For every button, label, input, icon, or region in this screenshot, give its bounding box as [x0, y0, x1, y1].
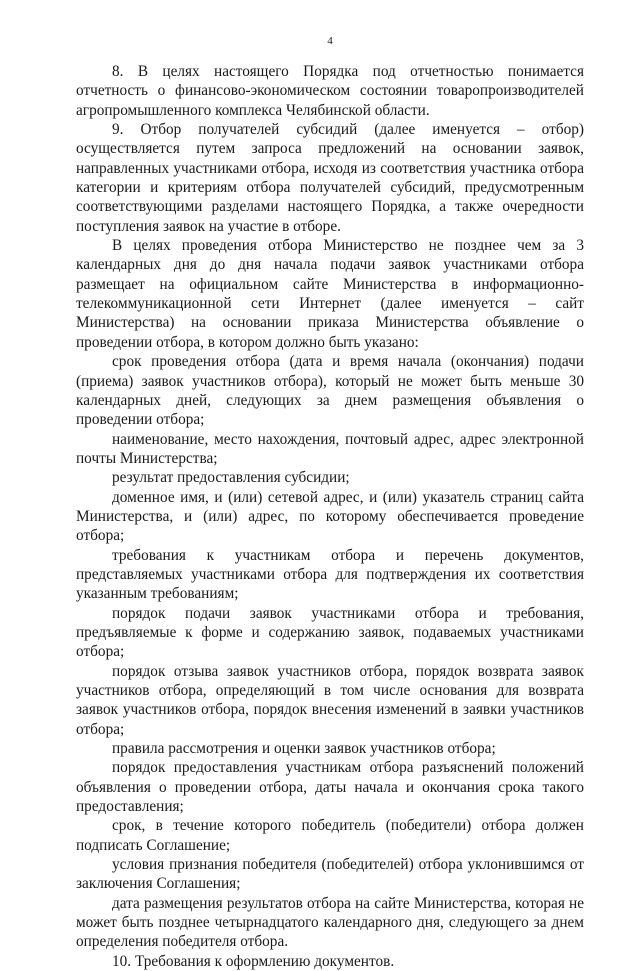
- paragraph-10-document-requirements: 10. Требования к оформлению документов.: [112, 952, 395, 970]
- list-item-withdrawal-procedure: порядок отзыва заявок участников отбора, порядок возврата заявок участников отбора, определяющий в том числе основания для возврата заявок участников отбора, порядок внесения изменений в заявки участников отбора;: [76, 662, 584, 738]
- list-item-domain-name: доменное имя, и (или) сетевой адрес, и (или) указатель страниц сайта Министерства, и (или) адрес, по которому обеспечивается проведение отбора;: [76, 488, 584, 545]
- list-item-selection-period: срок проведения отбора (дата и время начала (окончания) подачи (приема) заявок участников отбора), который не может быть меньше 30 календарных дней, следующих за днем размещения объявления о проведении отбора;: [76, 353, 584, 429]
- list-item-clarifications: порядок предоставления участникам отбора разъяснений положений объявления о проведении отбора, даты начала и окончания срока такого предоставления;: [76, 759, 584, 816]
- list-item-participant-requirements: требования к участникам отбора и перечень документов, представляемых участниками отбора для подтверждения их соответствия указанным требованиям;: [76, 546, 584, 603]
- page-number: 4: [327, 35, 333, 47]
- list-item-ministry-address: наименование, место нахождения, почтовый адрес, адрес электронной почты Министерства;: [76, 430, 584, 467]
- document-body: [76, 62, 584, 971]
- list-item-subsidy-result: результат предоставления субсидии;: [112, 469, 350, 487]
- list-item-results-publication: дата размещения результатов отбора на сайте Министерства, которая не может быть позднее четырнадцатого календарного дня, следующего за днем определения победителя отбора.: [76, 894, 584, 951]
- paragraph-8-reporting: 8. В целях настоящего Порядка под отчетностью понимается отчетность о финансово-экономическом состоянии товаропроизводителей агропромышленного комплекса Челябинской области.: [76, 63, 584, 119]
- paragraph-9-selection: 9. Отбор получателей субсидий (далее именуется – отбор) осуществляется путем запроса предложений на основании заявок, направленных участниками отбора, исходя из соответствия участника отбора категории и критериям отбора получателей субсидий, предусмотренным соответствующими разделами настоящего Порядка, а также очередности поступления заявок на участие в отборе.: [76, 121, 584, 235]
- list-item-application-procedure: порядок подачи заявок участниками отбора и требования, предъявляемые к форме и содержанию заявок, подаваемых участниками отбора;: [76, 604, 584, 661]
- list-item-agreement-deadline: срок, в течение которого победитель (победители) отбора должен подписать Соглашение;: [76, 817, 584, 854]
- list-item-review-rules: правила рассмотрения и оценки заявок участников отбора;: [112, 740, 496, 758]
- paragraph-announcement: В целях проведения отбора Министерство не позднее чем за 3 календарных дня до дня начала подачи заявок участниками отбора размещает на официальном сайте Министерства в информационно-телекоммуникационной сети Интернет (далее именуется – сайт Министерства) на основании приказа Министерства объявление о проведении отбора, в котором должно быть указано:: [76, 237, 584, 351]
- list-item-evasion-conditions: условия признания победителя (победителей) отбора уклонившимся от заключения Соглашения;: [76, 856, 584, 893]
